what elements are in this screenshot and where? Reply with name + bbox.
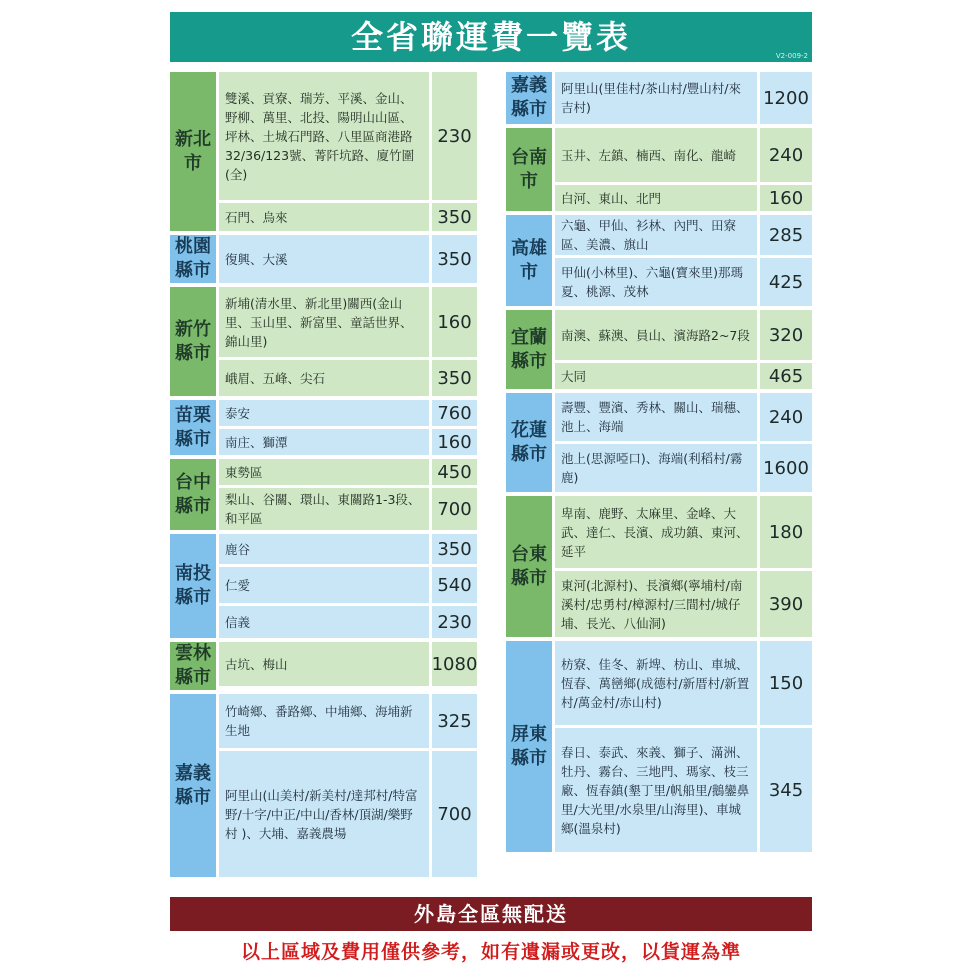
area-text: 古坑、梅山 [219, 642, 429, 686]
fee-row [219, 567, 477, 603]
region-block [170, 72, 477, 231]
region-name: 新北市 [170, 72, 216, 231]
area-text: 石門、烏來 [219, 203, 429, 231]
fee-row [219, 429, 477, 455]
region-name: 台南市 [506, 128, 552, 211]
fee-row [555, 185, 812, 211]
area-text: 甲仙(小林里)、六龜(寶來里)那瑪夏、桃源、茂林 [555, 258, 757, 306]
region-rows [219, 459, 477, 530]
region-name: 嘉義縣市 [170, 694, 216, 877]
fee-row [555, 496, 812, 568]
region-rows [219, 72, 477, 231]
fee-row [219, 72, 477, 200]
fee-row [219, 694, 477, 748]
fee-row [555, 215, 812, 255]
area-text: 南庄、獅潭 [219, 429, 429, 455]
area-text: 壽豐、豐濱、秀林、關山、瑞穗、池上、海端 [555, 393, 757, 441]
region-name: 台中縣市 [170, 459, 216, 530]
area-text: 復興、大溪 [219, 235, 429, 283]
region-rows [555, 72, 812, 124]
fee-row [555, 310, 812, 360]
fee-row [219, 287, 477, 357]
fee-value: 1200 [760, 72, 812, 124]
fee-row [219, 606, 477, 638]
fee-value: 240 [760, 393, 812, 441]
fee-row [219, 534, 477, 564]
region-block [170, 694, 477, 877]
fee-value: 160 [760, 185, 812, 211]
title-bar [170, 12, 812, 62]
fee-value: 160 [432, 429, 477, 455]
fee-value: 350 [432, 235, 477, 283]
fee-value: 230 [432, 606, 477, 638]
fee-row [555, 571, 812, 637]
region-block [170, 400, 477, 455]
area-text: 枋寮、佳冬、新埤、枋山、車城、恆春、萬巒鄉(成德村/新厝村/新置村/萬金村/赤山村) [555, 641, 757, 725]
region-name: 苗栗縣市 [170, 400, 216, 455]
region-name: 宜蘭縣市 [506, 310, 552, 389]
fee-row [555, 258, 812, 306]
area-text: 梨山、谷關、環山、東關路1-3段、和平區 [219, 488, 429, 530]
area-text: 仁愛 [219, 567, 429, 603]
area-text: 白河、東山、北門 [555, 185, 757, 211]
fee-value: 325 [432, 694, 477, 748]
region-rows [219, 642, 477, 690]
region-block [170, 235, 477, 283]
region-rows [555, 310, 812, 389]
island-notice: 外島全區無配送 [170, 897, 812, 931]
fee-value: 320 [760, 310, 812, 360]
fee-row [555, 72, 812, 124]
fee-row [219, 488, 477, 530]
region-name: 台東縣市 [506, 496, 552, 637]
area-text: 東勢區 [219, 459, 429, 485]
fee-value: 540 [432, 567, 477, 603]
fee-row [555, 641, 812, 725]
region-rows [555, 641, 812, 852]
fee-value: 700 [432, 751, 477, 877]
fee-value: 450 [432, 459, 477, 485]
region-rows [555, 128, 812, 211]
region-rows [555, 496, 812, 637]
region-block [506, 215, 812, 306]
region-block [506, 72, 812, 124]
fee-row [555, 128, 812, 182]
fee-row [555, 728, 812, 852]
fee-value: 350 [432, 534, 477, 564]
region-name: 南投縣市 [170, 534, 216, 638]
fee-row [219, 235, 477, 283]
region-block [170, 642, 477, 690]
area-text: 大同 [555, 363, 757, 389]
region-rows [555, 215, 812, 306]
region-name: 屏東縣市 [506, 641, 552, 852]
area-text: 玉井、左鎮、楠西、南化、龍崎 [555, 128, 757, 182]
page-title: 全省聯運費一覽表 [350, 18, 631, 56]
region-rows [219, 534, 477, 638]
fee-value: 465 [760, 363, 812, 389]
area-text: 雙溪、貢寮、瑞芳、平溪、金山、野柳、萬里、北投、陽明山山區、坪林、土城石門路、八里區商港路32/36/123號、菁阡坑路、廈竹圍(全) [219, 72, 429, 200]
fee-value: 760 [432, 400, 477, 426]
region-name: 雲林縣市 [170, 642, 216, 690]
region-rows [219, 400, 477, 455]
left-fee-column [170, 72, 477, 881]
fee-row [219, 400, 477, 426]
fee-row [555, 444, 812, 492]
fee-value: 700 [432, 488, 477, 530]
region-block [506, 128, 812, 211]
area-text: 池上(思源啞口)、海端(利稻村/霧鹿) [555, 444, 757, 492]
fee-value: 425 [760, 258, 812, 306]
area-text: 峨眉、五峰、尖石 [219, 360, 429, 396]
region-block [506, 641, 812, 852]
right-fee-column [506, 72, 812, 856]
fee-value: 160 [432, 287, 477, 357]
region-rows [219, 694, 477, 877]
fee-value: 1600 [760, 444, 812, 492]
area-text: 卑南、鹿野、太麻里、金峰、大武、達仁、長濱、成功鎮、東河、延平 [555, 496, 757, 568]
fee-value: 285 [760, 215, 812, 255]
region-name: 高雄市 [506, 215, 552, 306]
fee-value: 150 [760, 641, 812, 725]
fee-row [219, 203, 477, 231]
fee-value: 350 [432, 360, 477, 396]
document-code: V2-009-2 [775, 52, 808, 60]
fee-value: 350 [432, 203, 477, 231]
region-name: 桃園縣市 [170, 235, 216, 283]
fee-row [219, 751, 477, 877]
area-text: 六龜、甲仙、衫林、內門、田寮區、美濃、旗山 [555, 215, 757, 255]
area-text: 竹崎鄉、番路鄉、中埔鄉、海埔新生地 [219, 694, 429, 748]
region-rows [219, 287, 477, 396]
area-text: 泰安 [219, 400, 429, 426]
fee-value: 390 [760, 571, 812, 637]
region-block [170, 534, 477, 638]
fee-value: 230 [432, 72, 477, 200]
region-name: 新竹縣市 [170, 287, 216, 396]
area-text: 阿里山(山美村/新美村/達邦村/特富野/十字/中正/中山/香林/頂湖/樂野村 )、大埔、嘉義農場 [219, 751, 429, 877]
fee-row [219, 459, 477, 485]
fee-value: 1080 [432, 642, 477, 686]
region-block [506, 393, 812, 492]
fee-row [219, 360, 477, 396]
area-text: 春日、泰武、來義、獅子、滿洲、牡丹、霧台、三地門、瑪家、枝三廠、恆春鎮(墾丁里/帆船里/鵝鑾鼻里/大光里/水泉里/山海里)、車城鄉(溫泉村) [555, 728, 757, 852]
area-text: 東河(北源村)、長濱鄉(寧埔村/南溪村/忠勇村/樟源村/三間村/城仔埔、長光、八仙洞) [555, 571, 757, 637]
area-text: 鹿谷 [219, 534, 429, 564]
region-rows [219, 235, 477, 283]
region-name: 嘉義縣市 [506, 72, 552, 124]
area-text: 南澳、蘇澳、員山、濱海路2~7段 [555, 310, 757, 360]
region-block [506, 496, 812, 637]
fee-value: 180 [760, 496, 812, 568]
fee-value: 240 [760, 128, 812, 182]
fee-row [219, 642, 477, 686]
region-block [170, 459, 477, 530]
area-text: 信義 [219, 606, 429, 638]
region-name: 花蓮縣市 [506, 393, 552, 492]
fee-value: 345 [760, 728, 812, 852]
area-text: 新埔(清水里、新北里)關西(金山里、玉山里、新富里、童話世界、錦山里) [219, 287, 429, 357]
fee-row [555, 363, 812, 389]
region-block [170, 287, 477, 396]
region-block [506, 310, 812, 389]
fee-row [555, 393, 812, 441]
disclaimer: 以上區域及費用僅供參考，如有遺漏或更改，以貨運為準 [240, 941, 741, 963]
area-text: 阿里山(里佳村/茶山村/豐山村/來吉村) [555, 72, 757, 124]
region-rows [555, 393, 812, 492]
